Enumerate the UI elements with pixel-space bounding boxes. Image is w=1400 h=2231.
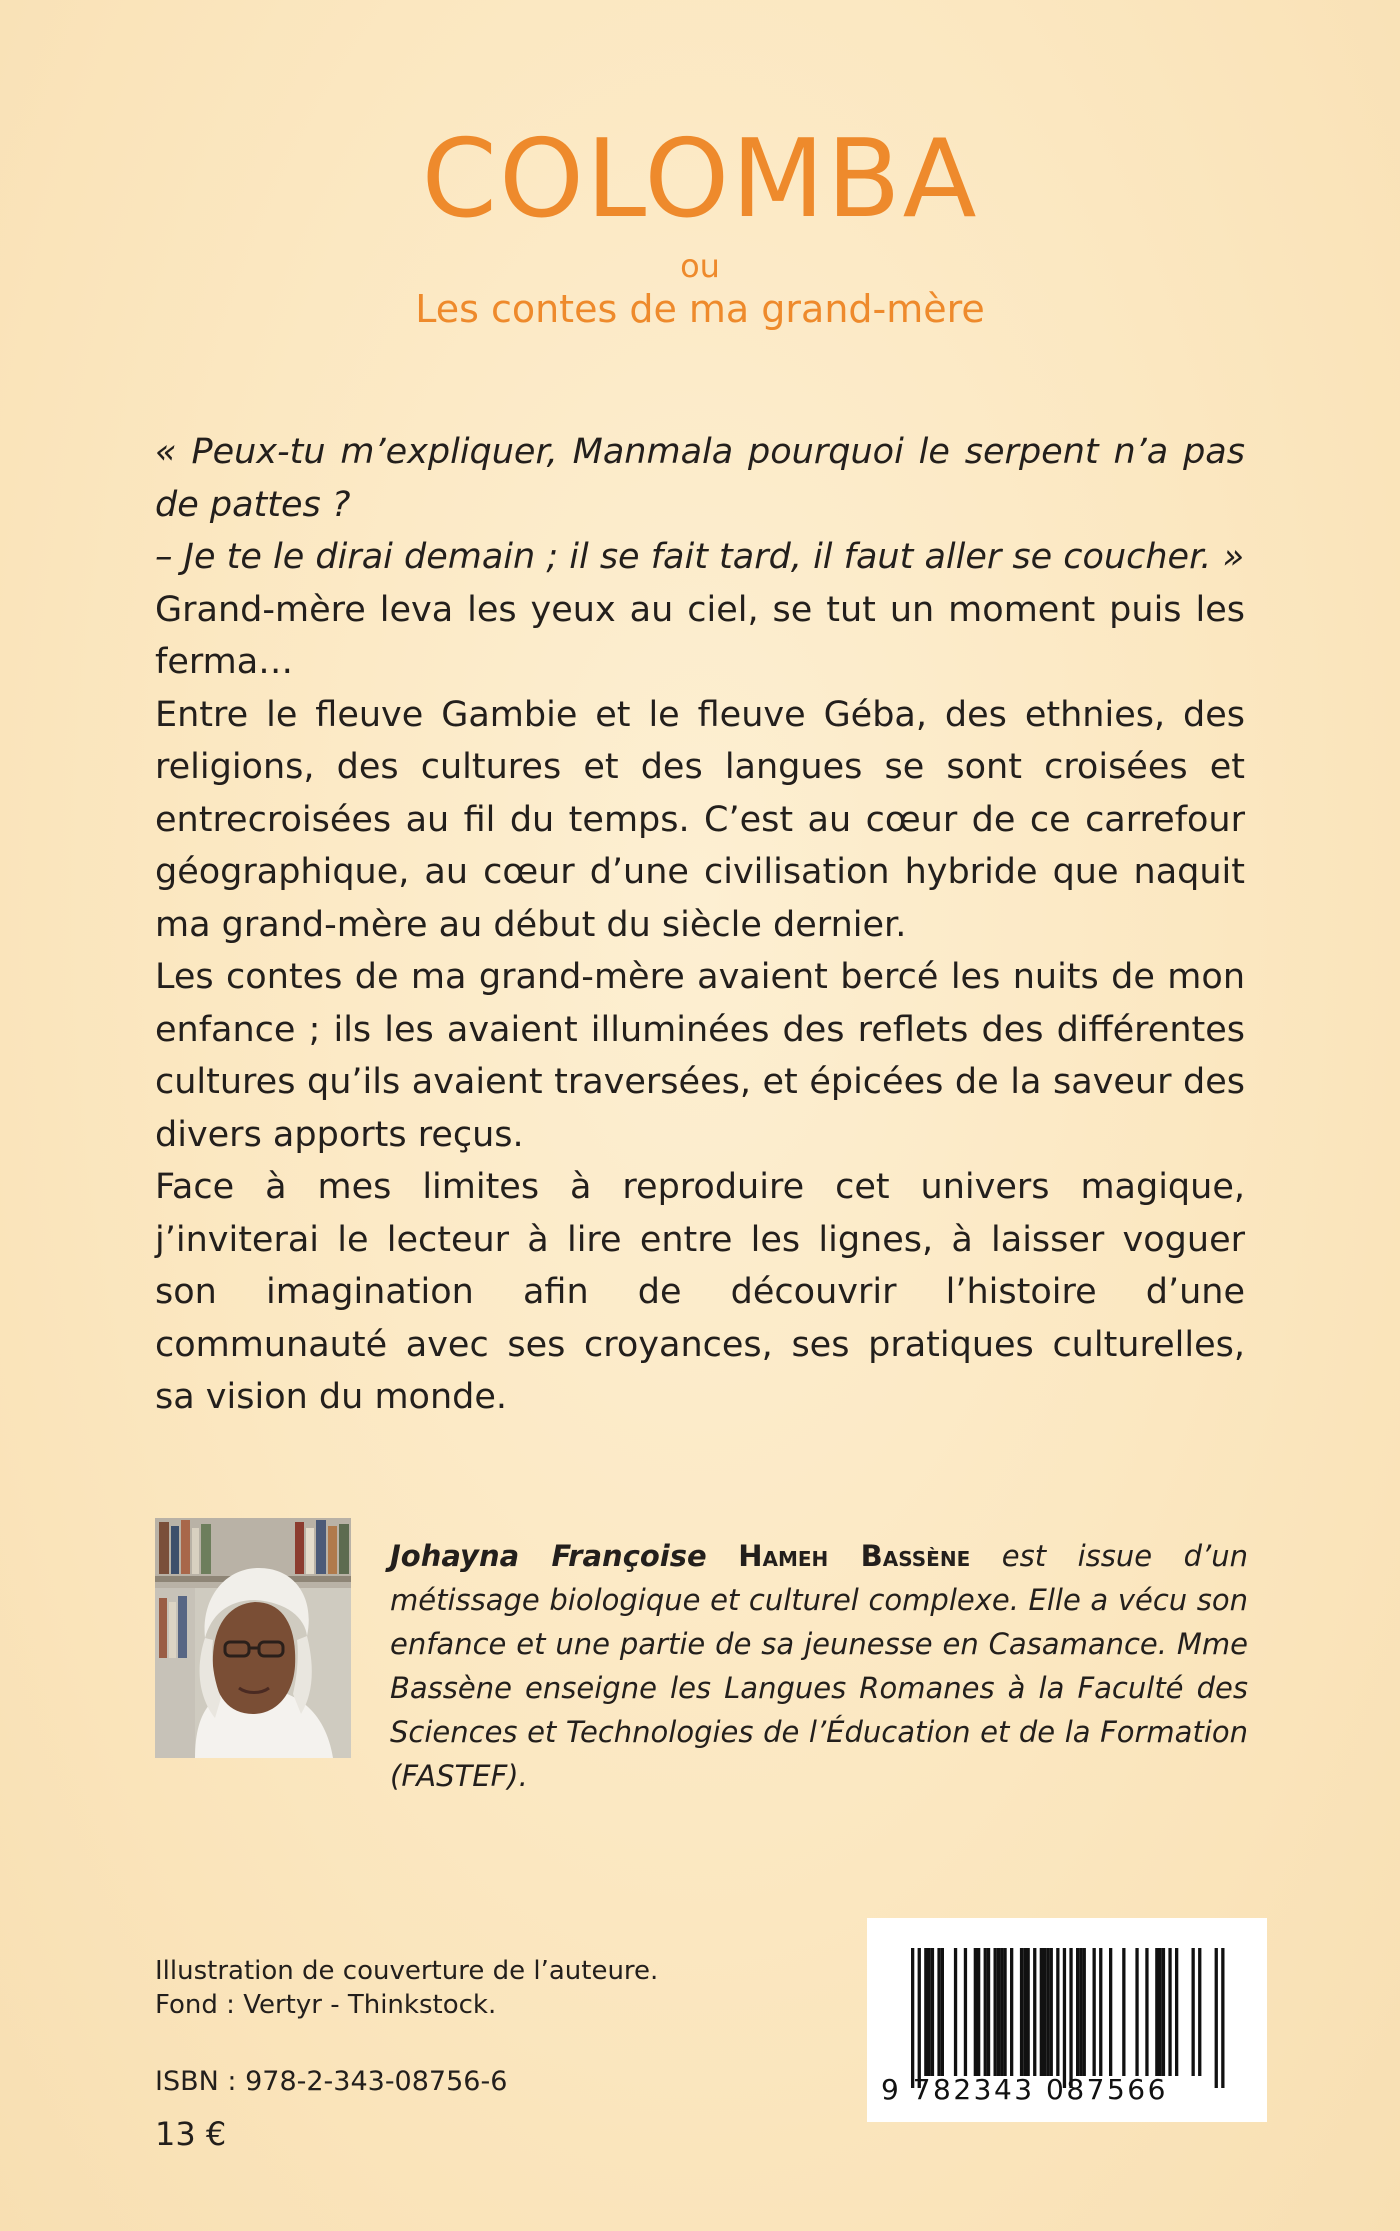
barcode-bar bbox=[1135, 1948, 1138, 2076]
barcode-bar bbox=[1155, 1948, 1158, 2076]
barcode-bar bbox=[1099, 1948, 1102, 2076]
barcode-bar bbox=[1109, 1948, 1112, 2076]
barcode-bar bbox=[1122, 1948, 1125, 2076]
barcode-bar bbox=[1063, 1948, 1066, 2088]
barcode-bar bbox=[1003, 1948, 1006, 2076]
barcode-bar bbox=[1050, 1948, 1053, 2076]
barcode-bar bbox=[994, 1948, 997, 2076]
price: 13 € bbox=[155, 2115, 227, 2153]
barcode-bar bbox=[1040, 1948, 1043, 2076]
barcode-bar bbox=[1046, 1948, 1049, 2076]
credits bbox=[155, 1954, 658, 2022]
quote-line-2: – Je te le dirai demain ; il se fait tard, il faut aller se coucher. » bbox=[155, 537, 1245, 577]
author-bio-text: est issue d’un métissage biologique et culturel complexe. Elle a vécu son enfance et une partie de sa jeunesse en Casamance. Mme Bassène enseigne les Langues Romanes à la Faculté des Sciences et Technologies de l’Éducation et de la Formation (FASTEF). bbox=[390, 1539, 1249, 1793]
blurb-paragraph-1: Grand-mère leva les yeux au ciel, se tut un moment puis les ferma… bbox=[155, 589, 1245, 682]
barcode-bar bbox=[1159, 1948, 1162, 2076]
barcode-bar bbox=[1192, 1948, 1195, 2076]
barcode-bar bbox=[987, 1948, 990, 2076]
barcode-bar bbox=[1093, 1948, 1096, 2076]
author-photo bbox=[155, 1518, 351, 1758]
book-subtitle: Les contes de ma grand-mère bbox=[415, 287, 985, 331]
barcode bbox=[867, 1918, 1267, 2122]
barcode-bar bbox=[1043, 1948, 1046, 2076]
barcode-bar bbox=[1145, 1948, 1148, 2076]
barcode-bar bbox=[954, 1948, 957, 2076]
barcode-bar bbox=[1215, 1948, 1218, 2088]
credit-illustration: Illustration de couverture de l’auteure. bbox=[155, 1956, 659, 1986]
blurb-paragraph-3: Les contes de ma grand-mère avaient bercé les nuits de mon enfance ; ils les avaient illuminées des reflets des différentes cultures qu’ils avaient traversées, et épicées de la saveur des divers apports reçus. bbox=[155, 957, 1245, 1155]
title-block bbox=[0, 117, 1400, 332]
barcode-bar bbox=[974, 1948, 977, 2076]
title-connector: ou bbox=[680, 247, 720, 285]
blurb-paragraph-2: Entre le fleuve Gambie et le fleuve Géba, des ethnies, des religions, des cultures et des langues se sont croisées et entrecroisées au fil du temps. C’est au cœur de ce carrefour géographique, au cœur d’une civilisation hybride que naquit ma grand-mère au début du siècle dernier. bbox=[155, 694, 1245, 945]
barcode-bar bbox=[1020, 1948, 1023, 2076]
barcode-bar bbox=[931, 1948, 934, 2076]
barcode-bar bbox=[1198, 1948, 1201, 2076]
barcode-bar bbox=[1083, 1948, 1086, 2076]
barcode-bar bbox=[928, 1948, 931, 2076]
barcode-bar bbox=[964, 1948, 967, 2076]
barcode-digits: 9 782343 087566 bbox=[881, 2073, 1168, 2106]
barcode-bar bbox=[984, 1948, 987, 2076]
author-portrait-image bbox=[155, 1518, 351, 1758]
barcode-bar bbox=[937, 1948, 940, 2076]
barcode-bar bbox=[1221, 1948, 1224, 2088]
barcode-bar bbox=[911, 1948, 914, 2088]
barcode-bar bbox=[1010, 1948, 1013, 2076]
barcode-bar bbox=[941, 1948, 944, 2076]
barcode-bar bbox=[997, 1948, 1000, 2076]
barcode-bar bbox=[1000, 1948, 1003, 2076]
author-surname: Hameh Bassène bbox=[738, 1539, 971, 1573]
quote-line-1: « Peux-tu m’expliquer, Manmala pourquoi le serpent n’a pas de pattes ? bbox=[155, 432, 1245, 525]
barcode-bar bbox=[1027, 1948, 1030, 2076]
barcode-bar bbox=[1056, 1948, 1059, 2076]
barcode-bar bbox=[1076, 1948, 1079, 2076]
barcode-bar bbox=[1079, 1948, 1082, 2076]
book-title: COLOMBA bbox=[421, 117, 979, 242]
barcode-bar bbox=[918, 1948, 921, 2088]
credit-background: Fond : Vertyr - Thinkstock. bbox=[155, 1990, 497, 2020]
barcode-bar bbox=[924, 1948, 927, 2076]
blurb-paragraph-4: Face à mes limites à reproduire cet univers magique, j’inviterai le lecteur à lire entre les lignes, à laisser voguer son imagination afin de découvrir l’histoire d’une communauté avec ses croyances, ses pratiques culturelles, sa vision du monde. bbox=[155, 1167, 1245, 1417]
barcode-bar bbox=[1023, 1948, 1026, 2076]
barcode-bar bbox=[1162, 1948, 1165, 2076]
author-given-names: Johayna Françoise bbox=[390, 1539, 707, 1573]
author-bio bbox=[390, 1534, 1248, 1798]
barcode-bar bbox=[977, 1948, 980, 2076]
isbn: ISBN : 978-2-343-08756-6 bbox=[155, 2066, 508, 2097]
barcode-bar bbox=[1069, 1948, 1072, 2088]
back-cover-blurb bbox=[155, 426, 1245, 1424]
barcode-bar bbox=[1175, 1948, 1178, 2076]
barcode-bar bbox=[1033, 1948, 1036, 2076]
barcode-bar bbox=[1168, 1948, 1171, 2076]
